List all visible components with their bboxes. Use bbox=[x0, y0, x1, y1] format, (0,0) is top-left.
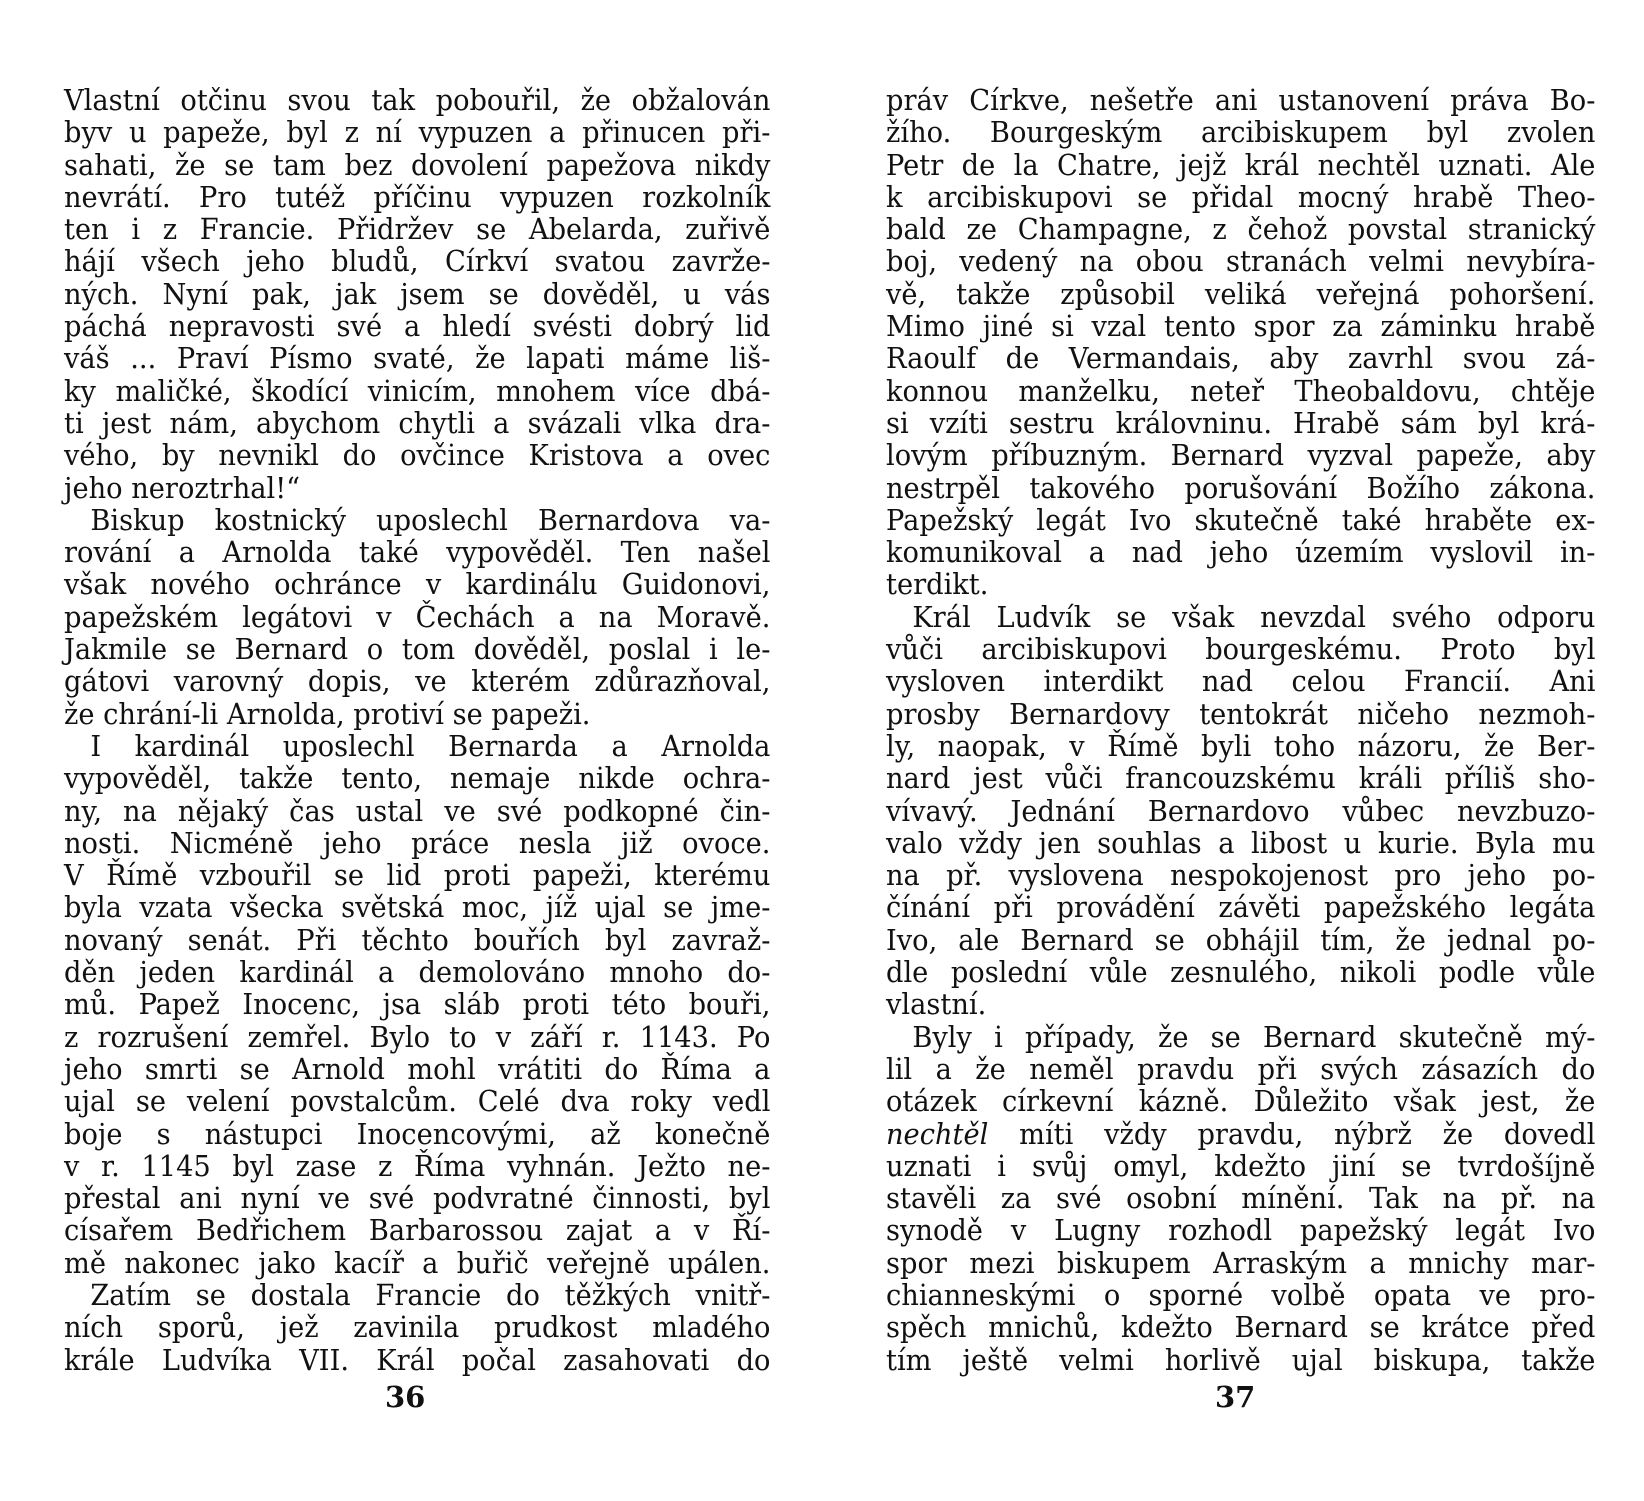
text-line: nosti. Nicméně jeho práce nesla již ovoce. bbox=[64, 825, 771, 860]
text-line: Raoulf de Vermandais, aby zavrhl svou zá- bbox=[886, 341, 1596, 376]
text-line: gátovi varovný dopis, ve kterém zdůrazňoval, bbox=[64, 664, 771, 699]
text-line: nard jest vůči francouzskému králi příliš sho- bbox=[886, 761, 1596, 796]
text-line: vysloven interdikt nad celou Francií. Ani bbox=[886, 664, 1596, 699]
text-line: z rozrušení zemřel. Bylo to v září r. 1143. Po bbox=[64, 1019, 771, 1054]
text-line: byla vzata všecka světská moc, jíž ujal se jme- bbox=[64, 890, 771, 925]
text-line: vůči arcibiskupovi bourgeskému. Proto byl bbox=[886, 632, 1596, 667]
text-line: ných. Nyní pak, jak jsem se dověděl, u vás bbox=[64, 276, 771, 311]
text-line: boje s nástupci Inocencovými, až konečně bbox=[64, 1116, 771, 1151]
text-line: nevrátí. Pro tutéž příčinu vypuzen rozkolník bbox=[64, 179, 771, 214]
text-line: otázek církevní kázně. Důležito však jest, že bbox=[886, 1084, 1596, 1119]
text-line: rování a Arnolda také vypověděl. Ten našel bbox=[64, 535, 771, 570]
text-line: děn jeden kardinál a demolováno mnoho do- bbox=[64, 955, 771, 990]
text-line: ny, na nějaký čas ustal ve své podkopné čin- bbox=[64, 793, 771, 828]
text-line: krále Ludvíka VII. Král počal zasahovati do bbox=[64, 1342, 771, 1377]
text-line: valo vždy jen souhlas a libost u kurie. Byla mu bbox=[886, 825, 1596, 860]
text-line: V Římě vzbouřil se lid proti papeži, kterému bbox=[64, 858, 771, 893]
text-line: nestrpěl takového porušování Božího zákona. bbox=[886, 470, 1596, 505]
page-number-right: 37 bbox=[1215, 1380, 1256, 1414]
text-line: vypověděl, takže tento, nemaje nikde ochra- bbox=[64, 761, 771, 796]
text-line: k arcibiskupovi se přidal mocný hrabě Theo- bbox=[886, 179, 1596, 214]
text-line: terdikt. bbox=[886, 567, 989, 602]
text-line: ten i z Francie. Přidržev se Abelarda, zuřivě bbox=[64, 212, 771, 247]
text-line: Petr de la Chatre, jejž král nechtěl uznati. Ale bbox=[886, 147, 1596, 182]
text-line: ti jest nám, abychom chytli a svázali vlka dra- bbox=[64, 405, 771, 440]
text-line: Král Ludvík se však nevzdal svého odporu bbox=[912, 599, 1596, 634]
text-line: Mimo jiné si vzal tento spor za záminku hrabě bbox=[886, 309, 1596, 344]
text-line: čínání při provádění závěti papežského legáta bbox=[886, 890, 1596, 925]
text-line: si vzíti sestru královninu. Hrabě sám byl krá- bbox=[886, 405, 1596, 440]
text-line: ly, naopak, v Římě byli toho názoru, že Ber- bbox=[886, 728, 1596, 763]
text-line: stavěli za své osobní mínění. Tak na př. na bbox=[886, 1181, 1596, 1216]
text-line: Byly i případy, že se Bernard skutečně mý- bbox=[912, 1019, 1596, 1054]
text-line: uznati i svůj omyl, kdežto jiní se tvrdošíjně bbox=[886, 1148, 1596, 1183]
text-line: byv u papeže, byl z ní vypuzen a přinucen při- bbox=[64, 115, 771, 150]
text-line: papežském legátovi v Čechách a na Moravě. bbox=[64, 599, 771, 634]
text-line: I kardinál uposlechl Bernarda a Arnolda bbox=[90, 728, 771, 763]
line-rest: míti vždy pravdu, nýbrž že dovedl bbox=[988, 1116, 1596, 1151]
text-line: lovým příbuzným. Bernard vyzval papeže, aby bbox=[886, 438, 1596, 473]
text-line: lil a že neměl pravdu při svých zásazích do bbox=[886, 1051, 1596, 1086]
text-line: váš ... Praví Písmo svaté, že lapati máme liš- bbox=[64, 341, 771, 376]
text-line: vého, by nevnikl do ovčince Kristova a ovec bbox=[64, 438, 771, 473]
text-line: mě nakonec jako kacíř a buřič veřejně upálen. bbox=[64, 1245, 771, 1280]
text-line: sahati, že se tam bez dovolení papežova nikdy bbox=[64, 147, 771, 182]
text-line: práv Církve, nešetře ani ustanovení práva Bo- bbox=[886, 83, 1596, 117]
text-line: ky maličké, škodící vinicím, mnohem více dbá- bbox=[64, 373, 771, 408]
text-line: komunikoval a nad jeho územím vyslovil in- bbox=[886, 535, 1596, 570]
text-line: prosby Bernardovy tentokrát ničeho nezmoh- bbox=[886, 696, 1596, 731]
text-line: jeho smrti se Arnold mohl vrátiti do Říma a bbox=[64, 1051, 771, 1086]
text-line: Vlastní otčinu svou tak pobouřil, že obžalován bbox=[64, 83, 771, 117]
text-line: synodě v Lugny rozhodl papežský legát Ivo bbox=[886, 1213, 1596, 1248]
text-line: Papežský legát Ivo skutečně také hraběte ex- bbox=[886, 502, 1596, 537]
text-line-with-italic bbox=[886, 1118, 1595, 1150]
left-page-text bbox=[64, 84, 771, 1376]
page-number-left: 36 bbox=[385, 1380, 426, 1414]
text-line: konnou manželku, neteř Theobaldovu, chtěje bbox=[886, 373, 1596, 408]
text-line: tím ještě velmi horlivě ujal biskupa, takže bbox=[886, 1342, 1596, 1377]
text-line: spor mezi biskupem Arraským a mnichy mar- bbox=[886, 1245, 1596, 1280]
text-line: ních sporů, jež zavinila prudkost mladého bbox=[64, 1310, 771, 1345]
text-line: novaný senát. Při těchto bouřích byl zavraž- bbox=[64, 922, 771, 957]
text-line: mů. Papež Inocenc, jsa sláb proti této bouři, bbox=[64, 987, 771, 1022]
text-line: boj, vedený na obou stranách velmi nevybíra- bbox=[886, 244, 1596, 279]
text-line: Jakmile se Bernard o tom dověděl, poslal i le- bbox=[64, 632, 771, 667]
text-line: hájí všech jeho bludů, Církví svatou zavrže- bbox=[64, 244, 771, 279]
text-line: vívavý. Jednání Bernardovo vůbec nevzbuzo- bbox=[886, 793, 1596, 828]
text-line: bald ze Champagne, z čehož povstal stranický bbox=[886, 212, 1596, 247]
text-line: Biskup kostnický uposlechl Bernardova va- bbox=[90, 502, 771, 537]
text-line: žího. Bourgeským arcibiskupem byl zvolen bbox=[886, 115, 1596, 150]
text-line: jeho neroztrhal!“ bbox=[64, 470, 301, 505]
text-line: spěch mnichů, kdežto Bernard se krátce před bbox=[886, 1310, 1596, 1345]
text-line: páchá nepravosti své a hledí svésti dobrý lid bbox=[64, 309, 771, 344]
text-line: vě, takže způsobil veliká veřejná pohoršení. bbox=[886, 276, 1596, 311]
text-line: dle poslední vůle zesnulého, nikoli podle vůle bbox=[886, 955, 1596, 990]
text-line: Ivo, ale Bernard se obhájil tím, že jednal po- bbox=[886, 922, 1596, 957]
text-line: že chrání-li Arnolda, protiví se papeži. bbox=[64, 696, 591, 731]
text-line: na př. vyslovena nespokojenost pro jeho po- bbox=[886, 858, 1596, 893]
text-line: v r. 1145 byl zase z Říma vyhnán. Ježto ne- bbox=[64, 1148, 771, 1183]
italic-word: nechtěl bbox=[886, 1116, 989, 1151]
text-line: chianneskými o sporné volbě opata ve pro- bbox=[886, 1277, 1596, 1312]
right-page-text bbox=[886, 84, 1596, 1376]
text-line: ujal se velení povstalcům. Celé dva roky vedl bbox=[64, 1084, 771, 1119]
text-line: Zatím se dostala Francie do těžkých vnitř- bbox=[90, 1277, 771, 1312]
text-line: přestal ani nyní ve své podvratné činnosti, byl bbox=[64, 1181, 771, 1216]
text-line: císařem Bedřichem Barbarossou zajat a v Ří- bbox=[64, 1213, 771, 1248]
text-line: vlastní. bbox=[886, 987, 987, 1022]
text-line: však nového ochránce v kardinálu Guidonovi, bbox=[64, 567, 771, 602]
